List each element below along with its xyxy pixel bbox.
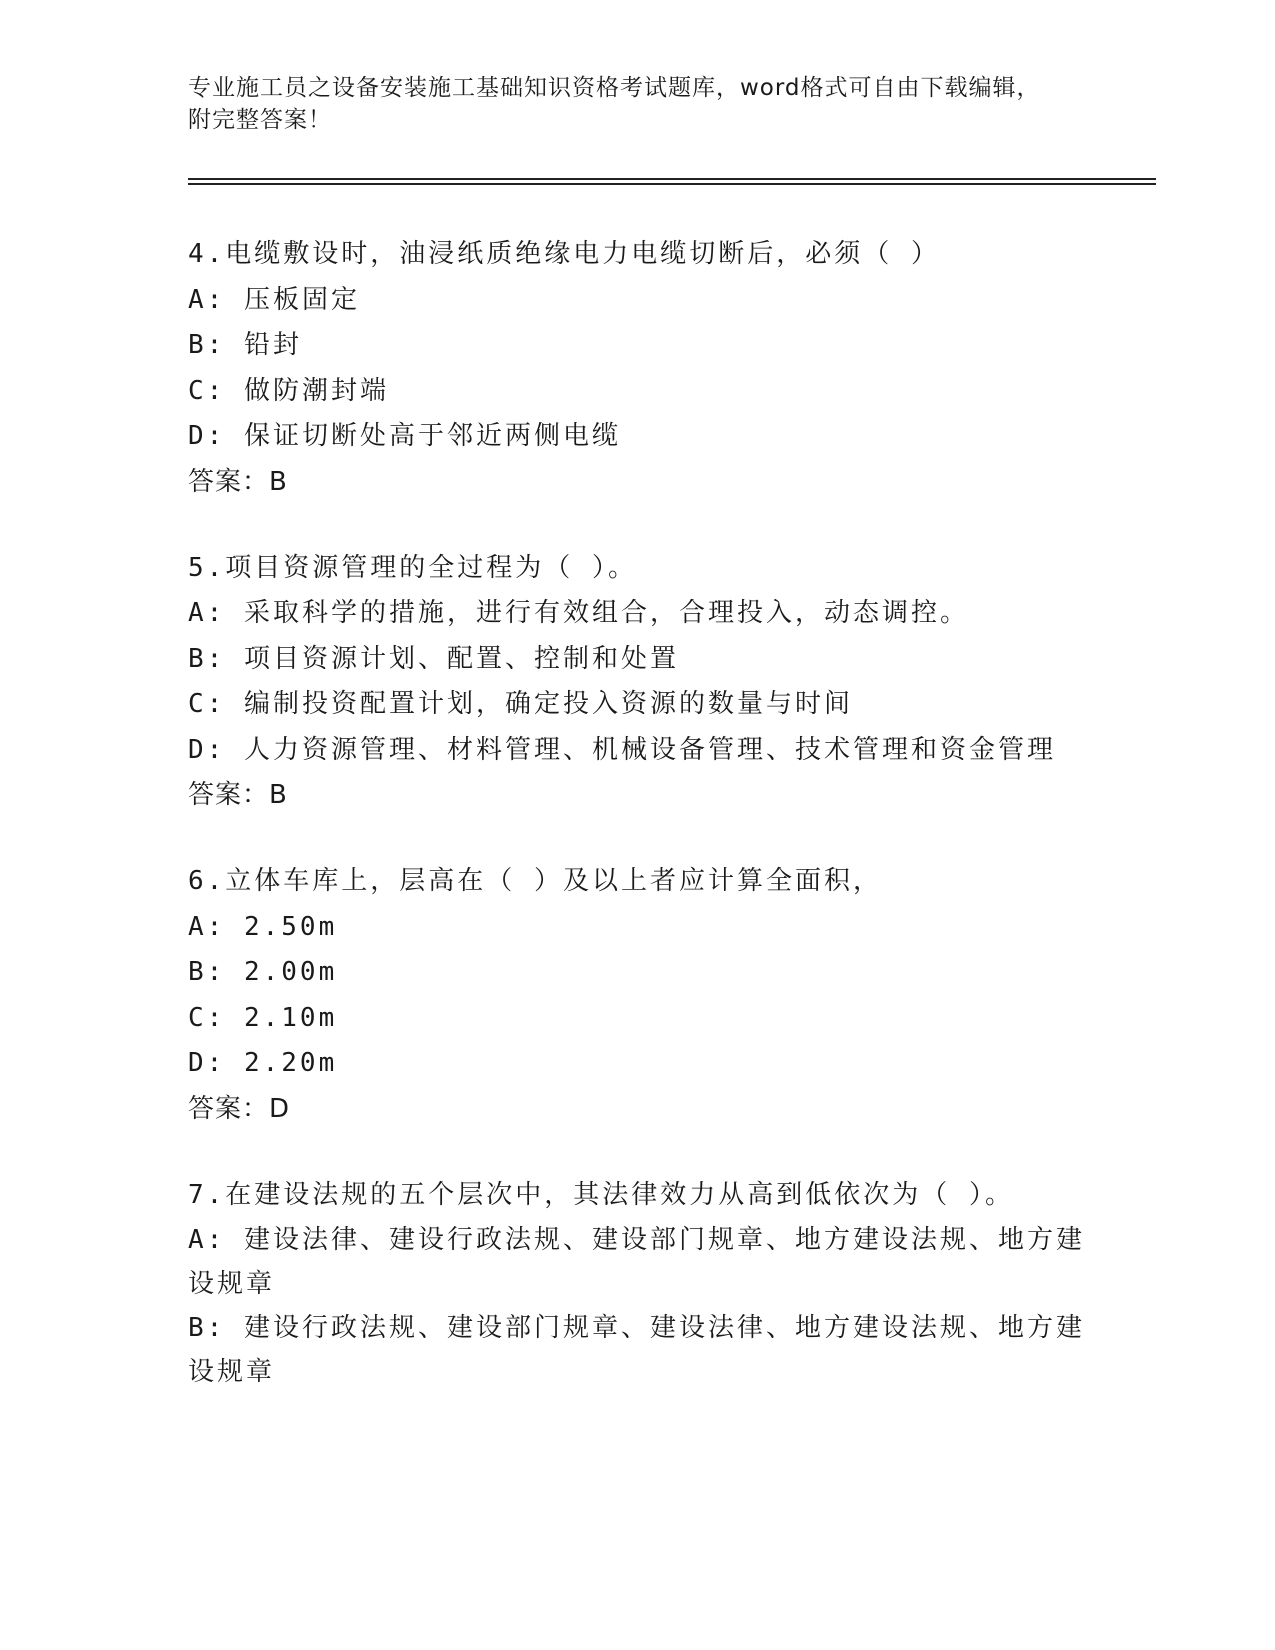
option-b: B: 项目资源计划、配置、控制和处置 <box>188 643 679 674</box>
option-c: C: 编制投资配置计划，确定投入资源的数量与时间 <box>188 689 853 719</box>
answer-text: 答案：D <box>188 1093 291 1124</box>
question-stem: 5.项目资源管理的全过程为（ ）。 <box>188 552 637 583</box>
question-6 <box>188 859 1088 1132</box>
option-a: A: 建设法律、建设行政法规、建设部门规章、地方建设法规、地方建设规章 <box>188 1225 1085 1299</box>
header-title-line-2: 附完整答案！ <box>188 107 332 133</box>
option-d: D: 人力资源管理、材料管理、机械设备管理、技术管理和资金管理 <box>188 734 1056 765</box>
option-a: A: 采取科学的措施，进行有效组合，合理投入，动态调控。 <box>188 598 969 628</box>
header-divider-top <box>188 178 1156 180</box>
option-a: A: 2.50m <box>188 911 338 942</box>
option-b: B: 2.00m <box>188 957 338 987</box>
question-stem: 4.电缆敷设时，油浸纸质绝缘电力电缆切断后，必须（ ） <box>188 239 940 269</box>
question-7 <box>188 1173 1088 1395</box>
question-5 <box>188 546 1088 819</box>
header-divider-bottom <box>188 183 1156 185</box>
header-title-line-1: 专业施工员之设备安装施工基础知识资格考试题库，word格式可自由下载编辑， <box>188 75 1041 101</box>
answer-text: 答案：B <box>188 466 288 497</box>
question-list <box>188 232 1088 1435</box>
answer-text: 答案：B <box>188 780 288 810</box>
question-stem: 7.在建设法规的五个层次中，其法律效力从高到低依次为（ ）。 <box>188 1179 1014 1210</box>
option-c: C: 做防潮封端 <box>188 375 389 406</box>
question-4 <box>188 232 1088 505</box>
document-header <box>188 72 1088 136</box>
option-c: C: 2.10m <box>188 1002 338 1033</box>
option-b: B: 铅封 <box>188 330 302 360</box>
question-stem: 6.立体车库上，层高在（ ）及以上者应计算全面积， <box>188 866 882 896</box>
option-a: A: 压板固定 <box>188 284 360 315</box>
option-d: D: 保证切断处高于邻近两侧电缆 <box>188 421 621 451</box>
option-d: D: 2.20m <box>188 1048 338 1078</box>
option-b: B: 建设行政法规、建设部门规章、建设法律、地方建设法规、地方建设规章 <box>188 1313 1085 1387</box>
